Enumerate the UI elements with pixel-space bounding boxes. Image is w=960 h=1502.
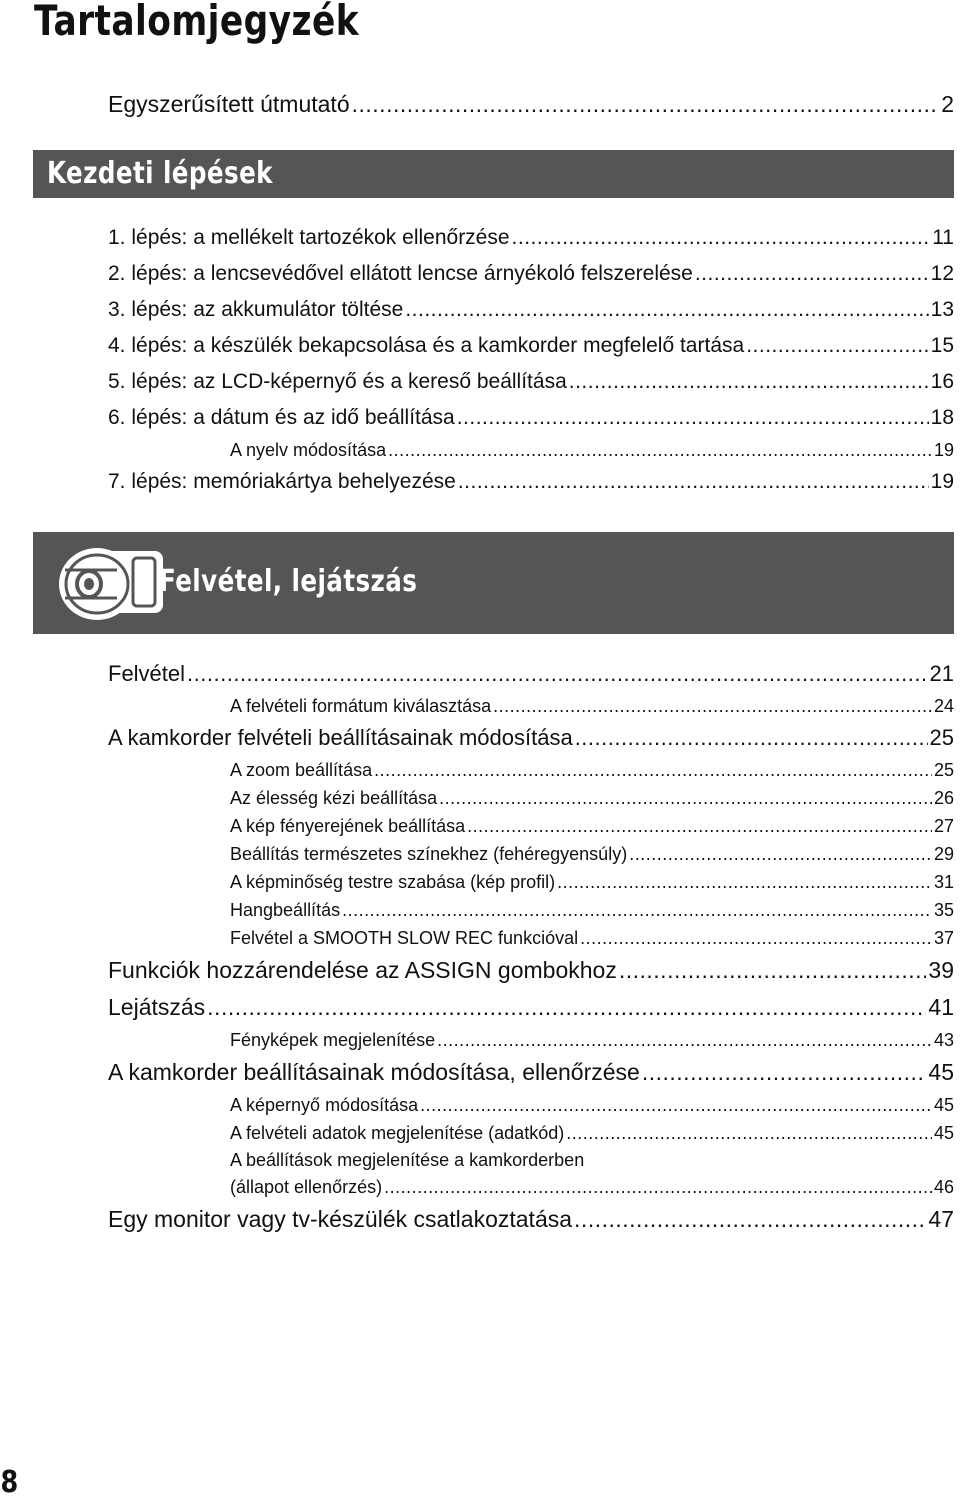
toc-subentry[interactable] — [108, 436, 954, 464]
toc-leader-dots — [457, 400, 929, 436]
toc-subentry[interactable] — [108, 924, 954, 952]
toc-entry-page: 19 — [930, 470, 954, 493]
toc-entry[interactable] — [108, 328, 954, 364]
toc-subentry[interactable] — [108, 812, 954, 840]
toc-subentry-multiline[interactable] — [108, 1147, 954, 1201]
toc-entry-title: 3. lépés: az akkumulátor töltése — [108, 298, 404, 321]
toc-entry-page: 46 — [933, 1177, 954, 1197]
toc-leader-dots — [746, 328, 928, 364]
toc-entry[interactable] — [108, 656, 954, 692]
toc-entry-page: 12 — [930, 262, 954, 285]
toc-entry-title: A felvételi formátum kiválasztása — [230, 696, 492, 716]
toc-subentry[interactable] — [108, 1091, 954, 1119]
toc-entry[interactable] — [108, 400, 954, 436]
toc-entry-title: A képminőség testre szabása (kép profil) — [230, 872, 556, 892]
toc-leader-dots — [437, 1026, 932, 1054]
camcorder-icon — [57, 540, 175, 624]
toc-entry-title: Egyszerűsített útmutató — [108, 91, 350, 117]
toc-entry-title: 4. lépés: a készülék bekapcsolása és a kamkorder megfelelő tartása — [108, 334, 745, 357]
toc-leader-dots — [352, 86, 940, 123]
toc-entry[interactable] — [108, 464, 954, 500]
toc-entry[interactable] — [108, 256, 954, 292]
toc-leader-dots — [384, 1174, 932, 1201]
section-header-getting-started — [33, 150, 954, 198]
toc-entry-title: A nyelv módosítása — [230, 440, 387, 460]
toc-leader-dots — [493, 692, 932, 720]
toc-entry-page: 19 — [933, 440, 954, 460]
toc-entry-page: 43 — [933, 1030, 954, 1050]
toc-entry-title: Beállítás természetes színekhez (fehéregyensúly) — [230, 844, 628, 864]
toc-entry-page: 31 — [933, 872, 954, 892]
toc-entry[interactable] — [108, 720, 954, 756]
toc-entry-page: 27 — [933, 816, 954, 836]
toc-entry-title: Fényképek megjelenítése — [230, 1030, 436, 1050]
toc-entry-title: Az élesség kézi beállítása — [230, 788, 438, 808]
toc-entry-page: 18 — [930, 406, 954, 429]
section-title: Felvétel, lejátszás — [159, 564, 418, 599]
toc-entry-title: Funkciók hozzárendelése az ASSIGN gombokhoz — [108, 957, 617, 983]
toc-leader-dots — [580, 924, 932, 952]
toc-leader-dots — [458, 464, 929, 500]
toc-leader-dots — [575, 720, 928, 756]
toc-entry[interactable] — [108, 952, 954, 989]
toc-entry-page: 45 — [933, 1123, 954, 1143]
toc-entry[interactable] — [108, 1054, 954, 1091]
toc-entry-page: 37 — [933, 928, 954, 948]
toc-leader-dots — [619, 952, 927, 989]
toc-entry-title: 7. lépés: memóriakártya behelyezése — [108, 470, 456, 493]
toc-section-getting-started — [108, 220, 954, 500]
section-title: Kezdeti lépések — [47, 156, 273, 191]
toc-entry-page: 26 — [933, 788, 954, 808]
toc-entry-page: 39 — [928, 957, 954, 983]
toc-quick-guide — [108, 86, 954, 123]
toc-entry-page: 41 — [928, 994, 954, 1020]
toc-entry-page: 29 — [933, 844, 954, 864]
toc-entry-title: 5. lépés: az LCD-képernyő és a kereső beállítása — [108, 370, 567, 393]
toc-leader-dots — [388, 436, 932, 464]
toc-entry[interactable] — [108, 364, 954, 400]
toc-entry-page: 24 — [933, 696, 954, 716]
toc-leader-dots — [405, 292, 928, 328]
toc-entry-title: A kamkorder beállításainak módosítása, ellenőrzése — [108, 1059, 640, 1085]
toc-entry-title: Egy monitor vagy tv-készülék csatlakoztatása — [108, 1206, 573, 1232]
toc-entry-title: Lejátszás — [108, 994, 206, 1020]
page-title: Tartalomjegyzék — [34, 0, 360, 45]
toc-leader-dots — [557, 868, 932, 896]
toc-entry-title: A zoom beállítása — [230, 760, 373, 780]
toc-subentry[interactable] — [108, 1119, 954, 1147]
section-header-recording-playback — [33, 532, 954, 634]
toc-entry-page: 13 — [930, 298, 954, 321]
toc-leader-dots — [420, 1091, 932, 1119]
toc-leader-dots — [512, 220, 931, 256]
toc-entry-title: Felvétel a SMOOTH SLOW REC funkcióval — [230, 928, 579, 948]
toc-entry-page: 25 — [929, 725, 954, 750]
toc-leader-dots — [695, 256, 929, 292]
toc-entry-page: 45 — [928, 1059, 954, 1085]
toc-subentry[interactable] — [108, 1026, 954, 1054]
toc-entry[interactable] — [108, 1201, 954, 1238]
toc-entry-page: 15 — [930, 334, 954, 357]
toc-leader-dots — [629, 840, 932, 868]
toc-leader-dots — [569, 364, 929, 400]
toc-leader-dots — [566, 1119, 932, 1147]
toc-leader-dots — [642, 1054, 927, 1091]
toc-entry-title-line2: (állapot ellenőrzés) — [230, 1177, 383, 1197]
toc-subentry[interactable] — [108, 896, 954, 924]
toc-leader-dots — [342, 896, 932, 924]
toc-leader-dots — [187, 656, 927, 692]
toc-entry-title: Hangbeállítás — [230, 900, 341, 920]
toc-leader-dots — [467, 812, 932, 840]
toc-entry-title-line1: A beállítások megjelenítése a kamkorderben — [230, 1150, 585, 1170]
toc-entry-page: 25 — [933, 760, 954, 780]
toc-entry[interactable] — [108, 989, 954, 1026]
toc-entry-page: 35 — [933, 900, 954, 920]
toc-subentry[interactable] — [108, 756, 954, 784]
toc-entry[interactable] — [108, 86, 954, 123]
toc-leader-dots — [207, 989, 926, 1026]
toc-leader-dots — [439, 784, 932, 812]
page-number: 8 — [0, 1465, 19, 1500]
toc-entry-page: 21 — [929, 661, 954, 686]
toc-entry[interactable] — [108, 292, 954, 328]
toc-entry-page: 45 — [933, 1095, 954, 1115]
toc-section-recording-playback — [108, 656, 954, 1238]
toc-entry-page: 47 — [928, 1206, 954, 1232]
toc-leader-dots — [374, 756, 932, 784]
toc-entry-page: 2 — [941, 91, 954, 117]
toc-entry-title: A felvételi adatok megjelenítése (adatkód) — [230, 1123, 565, 1143]
toc-entry[interactable] — [108, 220, 954, 256]
toc-entry-line2 — [230, 1174, 954, 1201]
toc-subentry[interactable] — [108, 840, 954, 868]
toc-leader-dots — [574, 1201, 926, 1238]
toc-entry-page: 11 — [932, 226, 954, 249]
toc-entry-title: A képernyő módosítása — [230, 1095, 419, 1115]
toc-entry-title: 1. lépés: a mellékelt tartozékok ellenőrzése — [108, 226, 510, 249]
toc-entry-title: 2. lépés: a lencsevédővel ellátott lencse árnyékoló felszerelése — [108, 262, 693, 285]
toc-entry-title: A kép fényerejének beállítása — [230, 816, 466, 836]
toc-subentry[interactable] — [108, 784, 954, 812]
toc-entry-title: A kamkorder felvételi beállításainak módosítása — [108, 725, 573, 750]
toc-entry-page: 16 — [930, 370, 954, 393]
toc-entry-title: 6. lépés: a dátum és az idő beállítása — [108, 406, 455, 429]
toc-entry-title: Felvétel — [108, 661, 186, 686]
toc-subentry[interactable] — [108, 692, 954, 720]
toc-subentry[interactable] — [108, 868, 954, 896]
